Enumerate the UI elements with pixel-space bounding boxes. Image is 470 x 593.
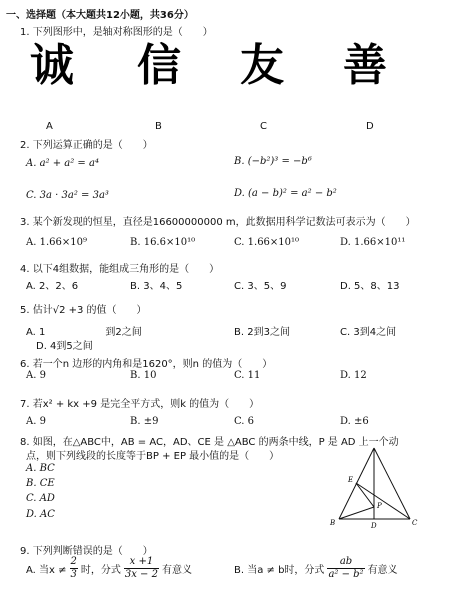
q7-option-c: C. 6 (234, 416, 255, 427)
q7-option-d: D. ±6 (340, 416, 369, 427)
q4-option-c: C. 3、5、9 (234, 281, 287, 292)
q9-a-frac-num: 2 (70, 556, 77, 567)
q1-label-d: D (366, 121, 374, 132)
section-heading: 一、选择题（本大题共12小题，共36分） (6, 10, 194, 21)
q9-a-fraction2 (124, 556, 159, 580)
q9-b-frac-den: a² − b² (328, 568, 364, 580)
q3-option-b: B. 16.6×10¹⁰ (130, 237, 196, 248)
q8-option-c: C. AD (26, 493, 55, 504)
q9-option-a (26, 556, 192, 580)
q8-option-b: B. CE (26, 478, 55, 489)
q9-a-mid: 时，分式 (80, 564, 121, 576)
q1-stem: 1. 下列图形中，是轴对称图形的是（ ） (20, 27, 213, 38)
q1-char-d: 善 (343, 40, 387, 91)
q1-label-b: B (155, 121, 162, 132)
q6-option-d: D. 12 (340, 370, 367, 381)
q3-option-d: D. 1.66×10¹¹ (340, 237, 406, 248)
q6-option-c: C. 11 (234, 370, 261, 381)
fig-label-c: C (412, 519, 418, 527)
q6-option-b: B. 10 (130, 370, 157, 381)
q8-option-d: D. AC (26, 509, 55, 520)
q5-option-b: B. 2到3之间 (234, 327, 290, 338)
q9-b-pre: B. 当a ≠ b时，分式 (234, 564, 325, 576)
q2-option-c: C. 3a · 3a² = 3a³ (26, 190, 109, 201)
q9-stem: 9. 下列判断错误的是（ ） (20, 546, 153, 557)
q3-option-c: C. 1.66×10¹⁰ (234, 237, 300, 248)
q1-char-c: 友 (240, 40, 284, 91)
q9-b-frac-num: ab (327, 556, 364, 569)
q8-stem-line1: 8. 如图，在△ABC中，AB = AC，AD、CE 是 △ABC 的两条中线，P 是 AD 上一个动 (20, 437, 399, 448)
fig-label-p: P (377, 502, 382, 510)
q9-a-frac2-den: 3x − 2 (124, 568, 158, 580)
q8-triangle-figure (320, 445, 420, 530)
q4-option-a: A. 2、2、6 (26, 281, 79, 292)
q6-stem: 6. 若一个n 边形的内角和是1620°，则n 的值为（ ） (20, 359, 273, 370)
q3-stem: 3. 某个新发现的恒星，直径是16600000000 m，此数据用科学记数法可表示为（ ） (20, 217, 416, 228)
q5-stem: 5. 估计√2 +3 的值（ ） (20, 305, 147, 316)
q4-option-d: D. 5、8、13 (340, 281, 400, 292)
segment-ep (356, 483, 374, 507)
q9-b-post: 有意义 (367, 564, 398, 576)
q2-option-b: B. (−b²)³ = −b⁶ (234, 156, 312, 167)
q7-stem: 7. 若x² + kx +9 是完全平方式，则k 的值为（ ） (20, 399, 260, 410)
median-ce (356, 483, 410, 519)
q1-char-a: 诚 (30, 40, 74, 91)
q5-option-a: A. 1 到2之间 (26, 327, 142, 338)
q6-option-a: A. 9 (26, 370, 46, 381)
q2-option-a: A. a² + a² = a⁴ (26, 158, 99, 169)
q8-option-a: A. BC (26, 463, 55, 474)
q7-option-b: B. ±9 (130, 416, 159, 427)
q5-option-c: C. 3到4之间 (340, 327, 397, 338)
q3-option-a: A. 1.66×10⁹ (26, 237, 87, 248)
fig-label-b: B (330, 519, 336, 527)
q4-stem: 4. 以下4组数据，能组成三角形的是（ ） (20, 264, 220, 275)
q9-a-frac-den: 3 (70, 568, 77, 580)
q1-label-a: A (46, 121, 53, 132)
q2-option-d: D. (a − b)² = a² − b² (234, 188, 337, 199)
q7-option-a: A. 9 (26, 416, 46, 427)
fig-label-d: D (371, 522, 377, 530)
fig-label-e: E (348, 476, 354, 484)
q1-label-c: C (260, 121, 267, 132)
q9-a-post: 有意义 (161, 564, 192, 576)
q2-stem: 2. 下列运算正确的是（ ） (20, 140, 153, 151)
q4-option-b: B. 3、4、5 (130, 281, 183, 292)
q5-option-d: D. 4到5之间 (36, 341, 93, 352)
q9-b-fraction (327, 556, 364, 580)
q9-option-b (234, 556, 398, 580)
q1-char-b: 信 (137, 40, 181, 91)
q8-stem-line2: 点，则下列线段的长度等于BP + EP 最小值的是（ ） (26, 451, 280, 462)
q9-a-fraction (70, 556, 78, 580)
q9-a-pre: A. 当x ≠ (26, 564, 67, 576)
q9-a-frac2-num: x +1 (124, 556, 159, 569)
